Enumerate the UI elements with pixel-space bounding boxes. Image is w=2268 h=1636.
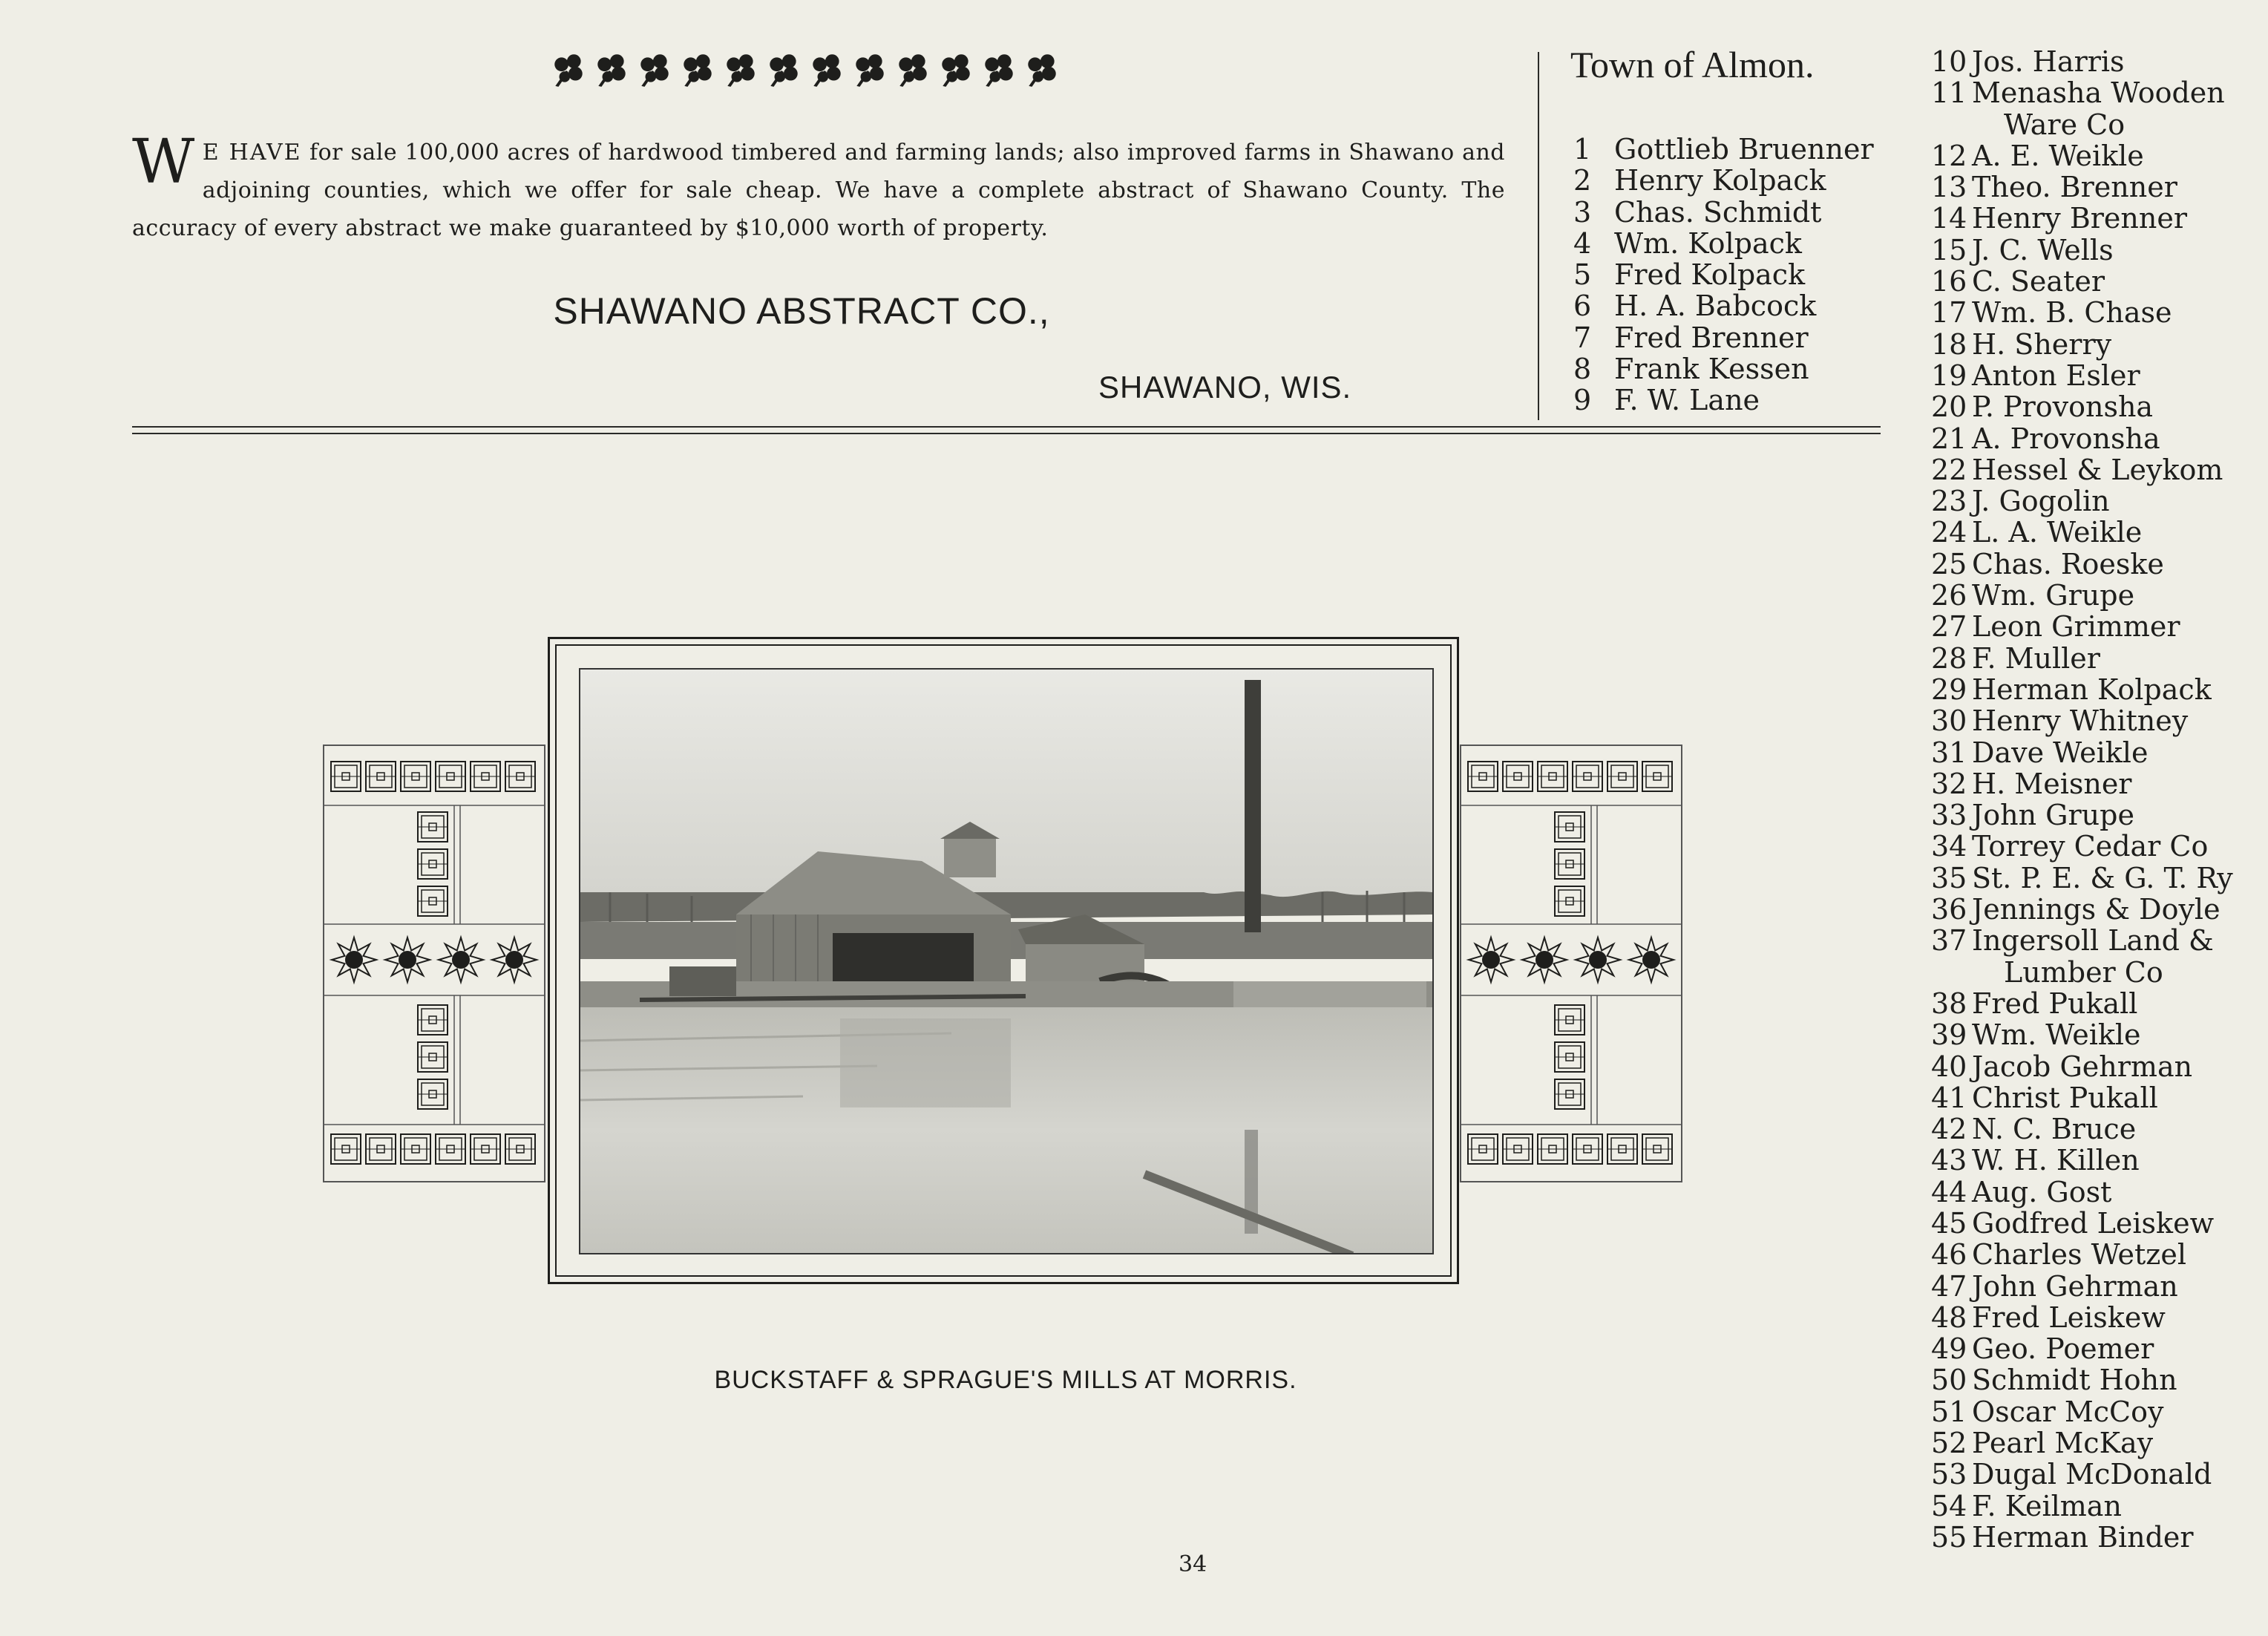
list-item bbox=[1931, 1051, 2233, 1082]
owner-number: 14 bbox=[1931, 202, 1967, 235]
owner-number: 37 bbox=[1931, 924, 1967, 958]
horizontal-divider bbox=[132, 433, 1881, 434]
ornament-row bbox=[549, 50, 1084, 95]
list-item bbox=[1573, 228, 1874, 259]
drop-cap: W bbox=[132, 127, 195, 197]
owner-name: Anton Esler bbox=[1972, 359, 2140, 392]
vertical-divider bbox=[1538, 52, 1539, 420]
owner-number: 35 bbox=[1931, 861, 1967, 894]
list-item bbox=[1931, 517, 2233, 548]
owner-number: 38 bbox=[1931, 986, 1967, 1020]
list-item bbox=[1931, 1396, 2233, 1427]
list-item bbox=[1931, 203, 2233, 234]
owner-name: A. Provonsha bbox=[1972, 422, 2160, 455]
owner-number: 9 bbox=[1573, 384, 1592, 417]
owner-name: J. C. Wells bbox=[1972, 233, 2114, 266]
owner-number: 36 bbox=[1931, 893, 1967, 926]
owner-number: 4 bbox=[1573, 226, 1592, 260]
list-item bbox=[1931, 423, 2233, 454]
owner-number: 23 bbox=[1931, 485, 1967, 518]
page-number: 34 bbox=[1179, 1551, 1207, 1577]
list-item bbox=[1931, 297, 2233, 328]
owner-number: 40 bbox=[1931, 1050, 1967, 1083]
owner-number: 5 bbox=[1573, 258, 1592, 292]
list-item bbox=[1931, 171, 2233, 203]
list-item bbox=[1931, 1208, 2233, 1239]
owner-number: 6 bbox=[1573, 289, 1592, 323]
owner-name: Ingersoll Land & bbox=[1972, 924, 2214, 958]
list-item bbox=[1931, 1145, 2233, 1176]
owner-name: N. C. Bruce bbox=[1972, 1113, 2137, 1146]
owner-name: Jos. Harris bbox=[1972, 45, 2125, 78]
owner-name: Fred Pukall bbox=[1972, 986, 2138, 1020]
owner-list-column-2 bbox=[1931, 46, 2233, 1553]
owner-number: 46 bbox=[1931, 1238, 1967, 1272]
owner-number: 31 bbox=[1931, 736, 1967, 769]
clover-ornament-icon bbox=[1023, 50, 1061, 89]
owner-name: Chas. Schmidt bbox=[1614, 195, 1822, 229]
owner-name: Dugal McDonald bbox=[1972, 1458, 2212, 1491]
clover-ornament-icon bbox=[678, 50, 717, 89]
owner-name: Henry Whitney bbox=[1972, 704, 2189, 738]
advertisement-text bbox=[132, 127, 1505, 247]
owner-name: C. Seater bbox=[1972, 265, 2105, 298]
list-item bbox=[1931, 549, 2233, 580]
photo-caption: BUCKSTAFF & SPRAGUE'S MILLS AT MORRIS. bbox=[714, 1366, 1297, 1394]
list-item bbox=[1931, 768, 2233, 799]
list-item bbox=[1931, 1522, 2233, 1553]
owner-name: Hessel & Leykom bbox=[1972, 453, 2223, 486]
list-item bbox=[1931, 863, 2233, 894]
list-item bbox=[1931, 360, 2233, 391]
owner-name: John Gehrman bbox=[1972, 1269, 2178, 1303]
clover-ornament-icon bbox=[937, 50, 975, 89]
owner-name: Torrey Cedar Co bbox=[1972, 830, 2209, 863]
owner-number: 41 bbox=[1931, 1081, 1967, 1114]
ad-opening: E HAVE bbox=[202, 140, 302, 166]
owner-number: 13 bbox=[1931, 171, 1967, 204]
town-title: Town of Almon. bbox=[1570, 44, 1815, 85]
owner-name: Frank Kessen bbox=[1614, 353, 1809, 386]
list-item bbox=[1573, 197, 1874, 228]
list-item bbox=[1573, 322, 1874, 353]
owner-name: Dave Weikle bbox=[1972, 736, 2149, 769]
owner-name: A. E. Weikle bbox=[1972, 139, 2144, 172]
owner-number: 30 bbox=[1931, 704, 1967, 738]
owner-name: H. A. Babcock bbox=[1614, 289, 1817, 323]
owner-name: Aug. Gost bbox=[1972, 1175, 2112, 1208]
owner-number: 3 bbox=[1573, 195, 1592, 229]
owner-number: 50 bbox=[1931, 1364, 1967, 1397]
clover-ornament-icon bbox=[764, 50, 803, 89]
owner-number: 44 bbox=[1931, 1175, 1967, 1208]
owner-number: 55 bbox=[1931, 1520, 1967, 1554]
owner-name-continuation: Lumber Co bbox=[2004, 955, 2163, 989]
owner-name: Menasha Wooden bbox=[1972, 76, 2225, 110]
panel-ornament-graphic bbox=[324, 746, 544, 1181]
owner-number: 1 bbox=[1573, 133, 1592, 166]
owner-name: Jennings & Doyle bbox=[1972, 893, 2221, 926]
owner-number: 48 bbox=[1931, 1300, 1967, 1334]
list-item bbox=[1931, 46, 2233, 77]
list-item bbox=[1931, 454, 2233, 485]
owner-number: 39 bbox=[1931, 1018, 1967, 1052]
owner-number: 15 bbox=[1931, 233, 1967, 266]
list-item bbox=[1931, 611, 2233, 642]
owner-name: Wm. Weikle bbox=[1972, 1018, 2141, 1052]
panel-ornament-graphic bbox=[1461, 746, 1681, 1181]
owner-name: F. W. Lane bbox=[1614, 384, 1760, 417]
list-item bbox=[1931, 1082, 2233, 1113]
company-name: SHAWANO ABSTRACT CO., bbox=[553, 290, 1050, 332]
owner-name: H. Sherry bbox=[1972, 327, 2112, 361]
owner-name: John Grupe bbox=[1972, 799, 2134, 832]
ornamental-panel-right bbox=[1460, 745, 1682, 1182]
owner-number: 52 bbox=[1931, 1427, 1967, 1460]
owner-number: 11 bbox=[1931, 76, 1967, 110]
owner-number: 43 bbox=[1931, 1144, 1967, 1177]
owner-name: W. H. Killen bbox=[1972, 1144, 2140, 1177]
list-item bbox=[1931, 925, 2233, 956]
owner-number: 10 bbox=[1931, 45, 1967, 78]
owner-number: 21 bbox=[1931, 422, 1967, 455]
list-item bbox=[1931, 1491, 2233, 1522]
list-item bbox=[1931, 831, 2233, 862]
list-item bbox=[1931, 1302, 2233, 1333]
owner-name: Pearl McKay bbox=[1972, 1427, 2154, 1460]
owner-number: 24 bbox=[1931, 516, 1967, 549]
owner-name: F. Muller bbox=[1972, 641, 2100, 675]
mill-photograph bbox=[579, 668, 1434, 1254]
list-item bbox=[1931, 1459, 2233, 1490]
list-item bbox=[1573, 385, 1874, 416]
list-item bbox=[1931, 643, 2233, 674]
owner-name: Geo. Poemer bbox=[1972, 1332, 2154, 1366]
owner-name: Chas. Roeske bbox=[1972, 547, 2164, 580]
owner-name: L. A. Weikle bbox=[1972, 516, 2143, 549]
owner-number: 49 bbox=[1931, 1332, 1967, 1366]
owner-name: Henry Brenner bbox=[1972, 202, 2187, 235]
list-item bbox=[1931, 1019, 2233, 1050]
owner-name: Wm. Grupe bbox=[1972, 579, 2135, 612]
clover-ornament-icon bbox=[850, 50, 889, 89]
list-item bbox=[1931, 1177, 2233, 1208]
list-item bbox=[1931, 77, 2233, 108]
list-item bbox=[1931, 737, 2233, 768]
owner-name: Leon Grimmer bbox=[1972, 610, 2180, 644]
clover-ornament-icon bbox=[635, 50, 674, 89]
horizontal-divider bbox=[132, 426, 1881, 428]
list-item bbox=[1573, 165, 1874, 196]
owner-number: 33 bbox=[1931, 799, 1967, 832]
owner-number: 28 bbox=[1931, 641, 1967, 675]
owner-name: Oscar McCoy bbox=[1972, 1395, 2164, 1428]
owner-name: Herman Kolpack bbox=[1972, 673, 2212, 706]
clover-ornament-icon bbox=[592, 50, 631, 89]
owner-number: 20 bbox=[1931, 390, 1967, 424]
list-item bbox=[1931, 705, 2233, 736]
owner-name: Christ Pukall bbox=[1972, 1081, 2158, 1114]
owner-name-continuation: Ware Co bbox=[2004, 108, 2126, 141]
owner-name: Fred Kolpack bbox=[1614, 258, 1806, 292]
list-item bbox=[1931, 1333, 2233, 1364]
owner-name: F. Keilman bbox=[1972, 1489, 2122, 1522]
list-item bbox=[1931, 674, 2233, 705]
owner-name: Jacob Gehrman bbox=[1972, 1050, 2193, 1083]
owner-number: 34 bbox=[1931, 830, 1967, 863]
owner-name: Henry Kolpack bbox=[1614, 164, 1826, 197]
owner-name: Gottlieb Bruenner bbox=[1614, 133, 1874, 166]
owner-name: Theo. Brenner bbox=[1972, 171, 2177, 204]
owner-name: Herman Binder bbox=[1972, 1520, 2194, 1554]
owner-number: 18 bbox=[1931, 327, 1967, 361]
owner-name: St. P. E. & G. T. Ry bbox=[1972, 861, 2233, 894]
owner-number: 45 bbox=[1931, 1206, 1967, 1240]
list-item bbox=[1931, 799, 2233, 831]
list-item bbox=[1931, 894, 2233, 925]
ad-body: for sale 100,000 acres of hardwood timbered and farming lands; also improved farms in Shawano and adjoining counties, which we offer for sale cheap. We have a complete abstract of Shawano County. The accuracy of every abstract we make guaranteed by $10,000 worth of property. bbox=[132, 140, 1505, 241]
owner-number: 47 bbox=[1931, 1269, 1967, 1303]
owner-list-column-1 bbox=[1573, 134, 1874, 416]
clover-ornament-icon bbox=[549, 50, 588, 89]
clover-ornament-icon bbox=[721, 50, 760, 89]
clover-ornament-icon bbox=[807, 50, 846, 89]
list-item bbox=[1931, 266, 2233, 297]
clover-ornament-icon bbox=[980, 50, 1018, 89]
owner-number: 25 bbox=[1931, 547, 1967, 580]
list-item bbox=[1573, 134, 1874, 165]
owner-number: 16 bbox=[1931, 265, 1967, 298]
owner-number: 7 bbox=[1573, 321, 1592, 354]
clover-ornament-icon bbox=[894, 50, 932, 89]
owner-number: 19 bbox=[1931, 359, 1967, 392]
list-item bbox=[1573, 259, 1874, 290]
owner-name: Charles Wetzel bbox=[1972, 1238, 2186, 1272]
owner-name: P. Provonsha bbox=[1972, 390, 2154, 424]
owner-number: 51 bbox=[1931, 1395, 1967, 1428]
owner-number: 2 bbox=[1573, 164, 1592, 197]
company-location: SHAWANO, WIS. bbox=[1098, 370, 1352, 405]
owner-name: Fred Leiskew bbox=[1972, 1300, 2166, 1334]
owner-number: 17 bbox=[1931, 296, 1967, 330]
owner-number: 8 bbox=[1573, 353, 1592, 386]
owner-number: 22 bbox=[1931, 453, 1967, 486]
owner-number: 29 bbox=[1931, 673, 1967, 706]
owner-name: Schmidt Hohn bbox=[1972, 1364, 2177, 1397]
list-item bbox=[1931, 1271, 2233, 1302]
owner-name: Wm. B. Chase bbox=[1972, 296, 2172, 330]
owner-number: 54 bbox=[1931, 1489, 1967, 1522]
list-item bbox=[1931, 1113, 2233, 1145]
owner-number: 53 bbox=[1931, 1458, 1967, 1491]
list-item bbox=[1573, 353, 1874, 385]
list-item bbox=[1931, 580, 2233, 611]
owner-number: 42 bbox=[1931, 1113, 1967, 1146]
mill-photo-image bbox=[580, 670, 1432, 1253]
list-item bbox=[1931, 988, 2233, 1019]
ornamental-panel-left bbox=[323, 745, 545, 1182]
owner-number: 12 bbox=[1931, 139, 1967, 172]
list-item bbox=[1931, 235, 2233, 266]
list-item bbox=[1931, 1427, 2233, 1459]
list-item bbox=[1931, 1239, 2233, 1270]
list-item bbox=[1931, 485, 2233, 517]
list-item bbox=[1573, 290, 1874, 321]
owner-number: 27 bbox=[1931, 610, 1967, 644]
owner-name: J. Gogolin bbox=[1972, 485, 2110, 518]
list-item bbox=[1931, 329, 2233, 360]
owner-number: 32 bbox=[1931, 767, 1967, 800]
owner-name: H. Meisner bbox=[1972, 767, 2132, 800]
owner-name: Godfred Leiskew bbox=[1972, 1206, 2215, 1240]
owner-number: 26 bbox=[1931, 579, 1967, 612]
owner-name: Wm. Kolpack bbox=[1614, 226, 1802, 260]
owner-name: Fred Brenner bbox=[1614, 321, 1809, 354]
list-item bbox=[1931, 391, 2233, 422]
list-item bbox=[1931, 140, 2233, 171]
